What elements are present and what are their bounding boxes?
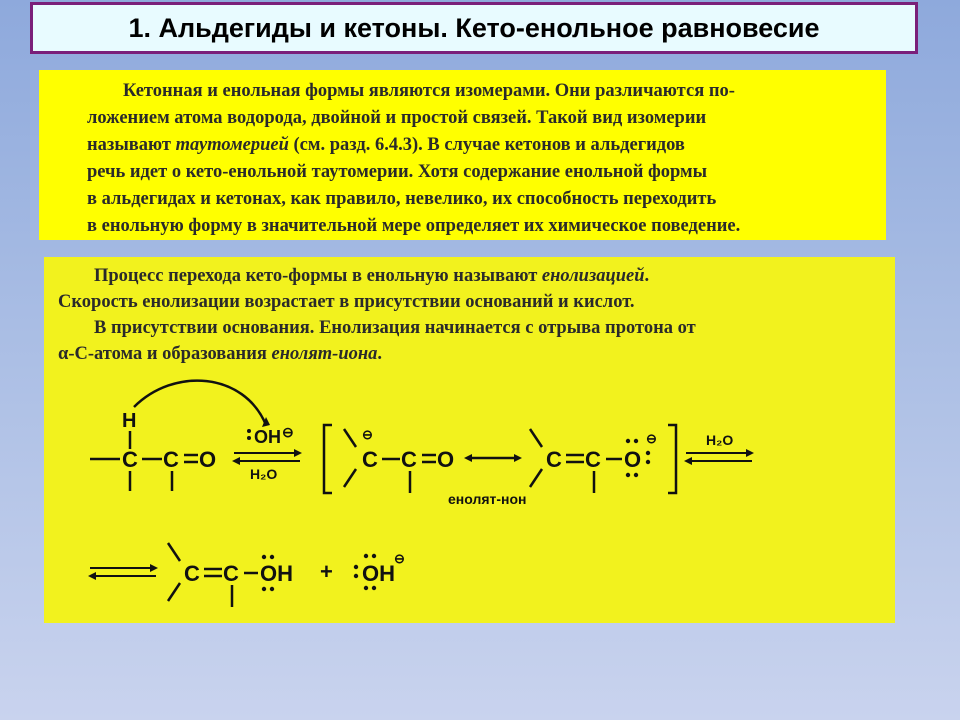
svg-text:C: C [184, 561, 200, 586]
text-line: Енолизация начинается с отрыва протона от [314, 318, 696, 338]
carbon-alpha-label: C [122, 447, 138, 472]
text-line: в енольную форму в значительной мере определяет их химическое поведение. [87, 216, 741, 236]
page-title: 1. Альдегиды и кетоны. Кето-енольное равновесие [128, 12, 820, 43]
svg-text:C: C [585, 447, 601, 472]
enolate [530, 429, 657, 493]
svg-text:⊖: ⊖ [362, 427, 373, 442]
text-line: Скорость енолизации возрастает в присутствии оснований и кислот. [58, 292, 635, 312]
svg-text:OH: OH [254, 427, 281, 447]
equilibrium-arrow [684, 449, 754, 465]
paragraph-tautomerism [87, 78, 864, 240]
text-line: Процесс перехода кето-формы в енольную называют [94, 266, 542, 286]
term-enolate-ion: енолят-иона [271, 344, 378, 364]
text-block-enolization [44, 257, 895, 623]
svg-text:OH: OH [362, 561, 395, 586]
keto-form [90, 410, 216, 491]
water-label: H₂O [250, 466, 278, 482]
hydroxide-base [247, 424, 294, 447]
title-bar [30, 2, 918, 54]
enolate-label: енолят-нон [448, 491, 527, 507]
carbanion [344, 427, 454, 493]
svg-text:⊖: ⊖ [394, 551, 405, 566]
oxygen-label: O [199, 447, 217, 472]
carbon-carbonyl-label: C [163, 447, 179, 472]
svg-text:C: C [546, 447, 562, 472]
paragraph-base: В присутствии основания. Енолизация начинается с отрыва протона от α-С-атома и образования енолят-иона. [58, 318, 696, 364]
text-line: (см. разд. 6.4.3). В случае кетонов и альдегидов [288, 135, 685, 155]
svg-text:O: O [624, 447, 642, 472]
svg-text:OH: OH [260, 561, 293, 586]
equilibrium-arrow [88, 564, 158, 580]
svg-text:O: O [437, 447, 455, 472]
bracket-right [668, 425, 676, 493]
plus-sign: + [320, 559, 333, 584]
term-enolization: енолизацией [541, 266, 645, 286]
text-line: речь идет о кето-енольной таутомерии. Хотя содержание енольной формы [87, 162, 708, 182]
hydroxide-product [354, 551, 405, 590]
term-tautomeria: таутомерией [175, 135, 289, 155]
text-line: в альдегидах и кетонах, как правило, невелико, их способность переходить [87, 189, 717, 209]
reaction-scheme [44, 257, 895, 623]
text-line: ложением атома водорода, двойной и простой связей. Такой вид изомерии [87, 108, 707, 128]
text-line: Кетонная и енольная формы являются изомерами. Они различаются по- [123, 81, 735, 101]
resonance-arrow [464, 454, 522, 462]
hydrogen-label: H [122, 410, 137, 432]
enol-form [168, 543, 293, 607]
text-line: α-С-атома и образования [58, 344, 272, 364]
text-line: называют [87, 135, 176, 155]
svg-text:C: C [362, 447, 378, 472]
base-heading: В присутствии основания. [94, 318, 315, 338]
svg-text:C: C [223, 561, 239, 586]
equilibrium-arrow [232, 449, 302, 465]
water-label: H₂O [706, 432, 734, 448]
text-block-tautomerism [39, 70, 886, 240]
svg-text:⊖: ⊖ [282, 424, 294, 440]
svg-text:⊖: ⊖ [646, 431, 657, 446]
paragraph-enolization: Процесс перехода кето-формы в енольную называют енолизацией. Скорость енолизации возрастает в присутствии оснований и кислот. [58, 266, 650, 312]
svg-text:C: C [401, 447, 417, 472]
curved-arrow [134, 381, 266, 425]
bracket-left [324, 425, 332, 493]
